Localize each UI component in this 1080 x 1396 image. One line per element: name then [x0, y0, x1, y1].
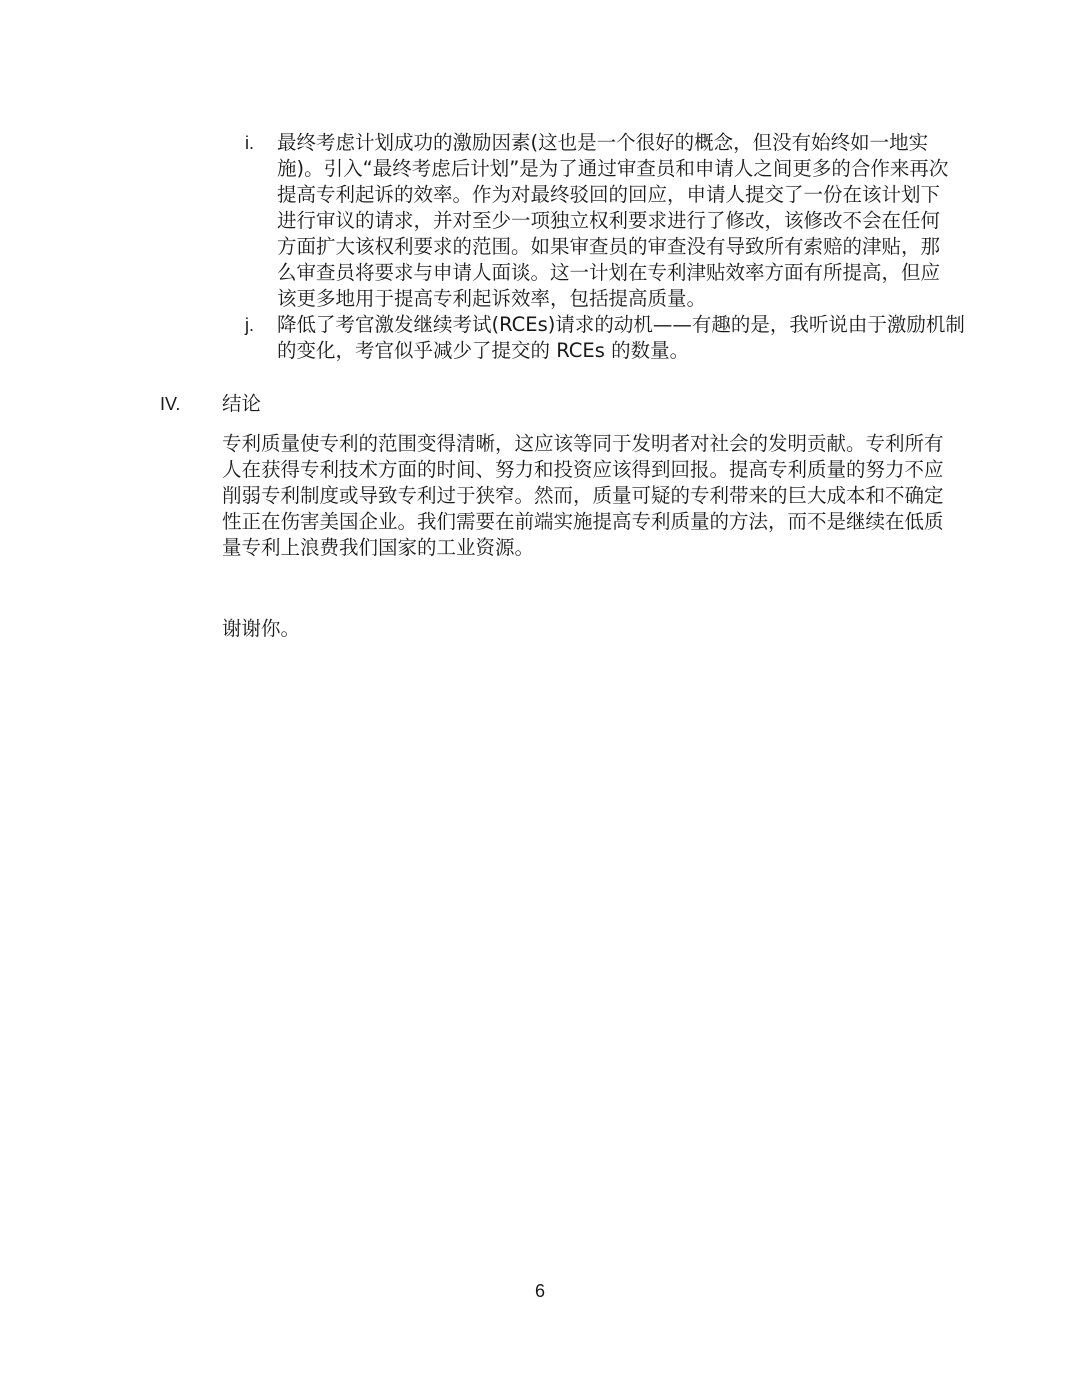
section-numeral: IV. [160, 394, 181, 414]
text-line: 最终考虑计划成功的激励因素(这也是一个很好的概念，但没有始终如一地实 [277, 131, 929, 154]
text-line: 降低了考官激发继续考试(RCEs)请求的动机——有趣的是，我听说由于激励机制 [277, 313, 965, 336]
closing-text: 谢谢你。 [222, 617, 301, 640]
section-heading: 结论 [222, 392, 262, 415]
text-line: 的变化，考官似乎减少了提交的 RCEs 的数量。 [277, 339, 690, 362]
paragraph-line: 专利质量使专利的范围变得清晰，这应该等同于发明者对社会的发明贡献。专利所有 [222, 432, 944, 455]
paragraph-line: 人在获得专利技术方面的时间、努力和投资应该得到回报。提高专利质量的努力不应 [222, 458, 944, 481]
paragraph-line: 量专利上浪费我们国家的工业资源。 [222, 536, 535, 559]
text-line: 该更多地用于提高专利起诉效率，包括提高质量。 [277, 287, 707, 310]
paragraph-line: 削弱专利制度或导致专利过于狭窄。然而，质量可疑的专利带来的巨大成本和不确定 [222, 484, 944, 507]
text-line: 施)。引入“最终考虑后计划”是为了通过审查员和申请人之间更多的合作来再次 [277, 157, 949, 180]
text-line: 方面扩大该权利要求的范围。如果审查员的审查没有导致所有索赔的津贴，那 [277, 235, 941, 258]
text-line: 提高专利起诉的效率。作为对最终驳回的回应，申请人提交了一份在该计划下 [277, 183, 941, 206]
page-number: 6 [534, 1281, 545, 1301]
list-marker: j. [245, 315, 254, 335]
paragraph-line: 性正在伤害美国企业。我们需要在前端实施提高专利质量的方法，而不是继续在低质 [222, 510, 944, 533]
text-line: 进行审议的请求，并对至少一项独立权利要求进行了修改，该修改不会在任何 [277, 209, 941, 232]
text-line: 么审查员将要求与申请人面谈。这一计划在专利津贴效率方面有所提高，但应 [277, 261, 941, 284]
list-marker: i. [245, 133, 254, 153]
